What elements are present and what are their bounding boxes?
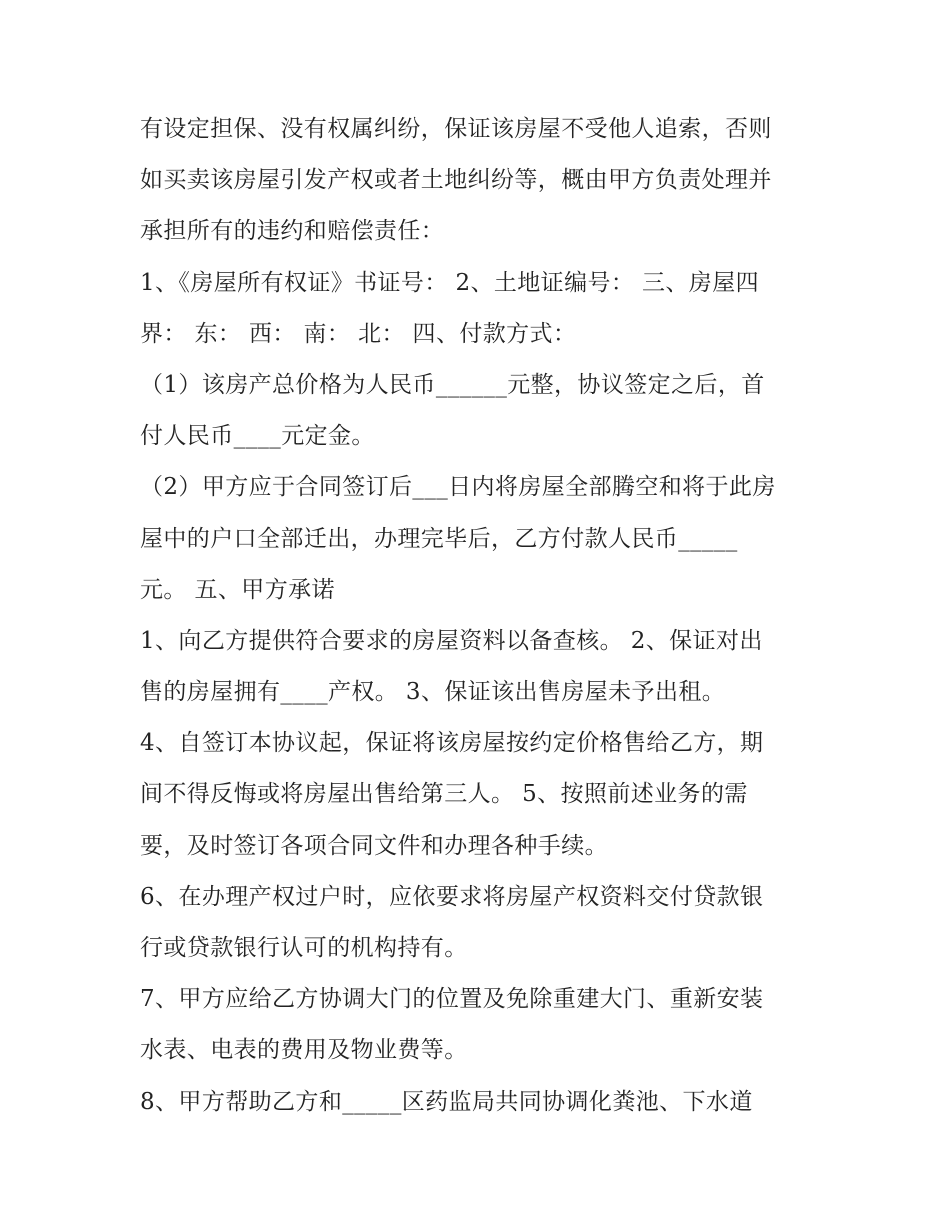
text-line: （1）该房产总价格为人民币______元整，协议签定之后，首 xyxy=(140,371,765,398)
text-line: 如买卖该房屋引发产权或者土地纠纷等，概由甲方负责处理并 xyxy=(140,167,772,194)
text-line: 行或贷款银行认可的机构持有。 xyxy=(140,935,468,961)
text-line: 1、《房屋所有权证》书证号： 2、土地证编号： 三、房屋四 xyxy=(140,269,759,296)
text-line: 元。 五、甲方承诺 xyxy=(140,576,335,603)
text-line: 有设定担保、没有权属纠纷，保证该房屋不受他人追索，否则 xyxy=(140,116,772,142)
text-line: 付人民币____元定金。 xyxy=(140,423,375,450)
text-line: 4、自签订本协议起，保证将该房屋按约定价格售给乙方，期 xyxy=(140,730,764,757)
text-line: 承担所有的违约和赔偿责任： xyxy=(140,218,445,245)
text-line: 7、甲方应给乙方协调大门的位置及免除重建大门、重新安装 xyxy=(140,986,764,1013)
text-line: 间不得反悔或将房屋出售给第三人。 5、按照前述业务的需 xyxy=(140,781,748,808)
text-line: （2）甲方应于合同签订后___日内将房屋全部腾空和将于此房 xyxy=(140,474,776,501)
text-line: 1、向乙方提供符合要求的房屋资料以备查核。 2、保证对出 xyxy=(140,627,763,654)
text-line: 水表、电表的费用及物业费等。 xyxy=(140,1037,468,1064)
text-line: 6、在办理产权过户时，应依要求将房屋产权资料交付贷款银 xyxy=(140,883,764,910)
text-line: 要，及时签订各项合同文件和办理各种手续。 xyxy=(140,832,608,859)
text-line: 8、甲方帮助乙方和_____区药监局共同协调化粪池、下水道 xyxy=(140,1088,753,1115)
text-line: 售的房屋拥有____产权。 3、保证该出售房屋未予出租。 xyxy=(140,679,726,706)
contract-text-body xyxy=(140,104,820,1128)
text-line: 界： 东： 西： 南： 北： 四、付款方式： xyxy=(140,320,577,347)
text-line: 屋中的户口全部迁出，办理完毕后，乙方付款人民币_____ xyxy=(140,525,738,552)
